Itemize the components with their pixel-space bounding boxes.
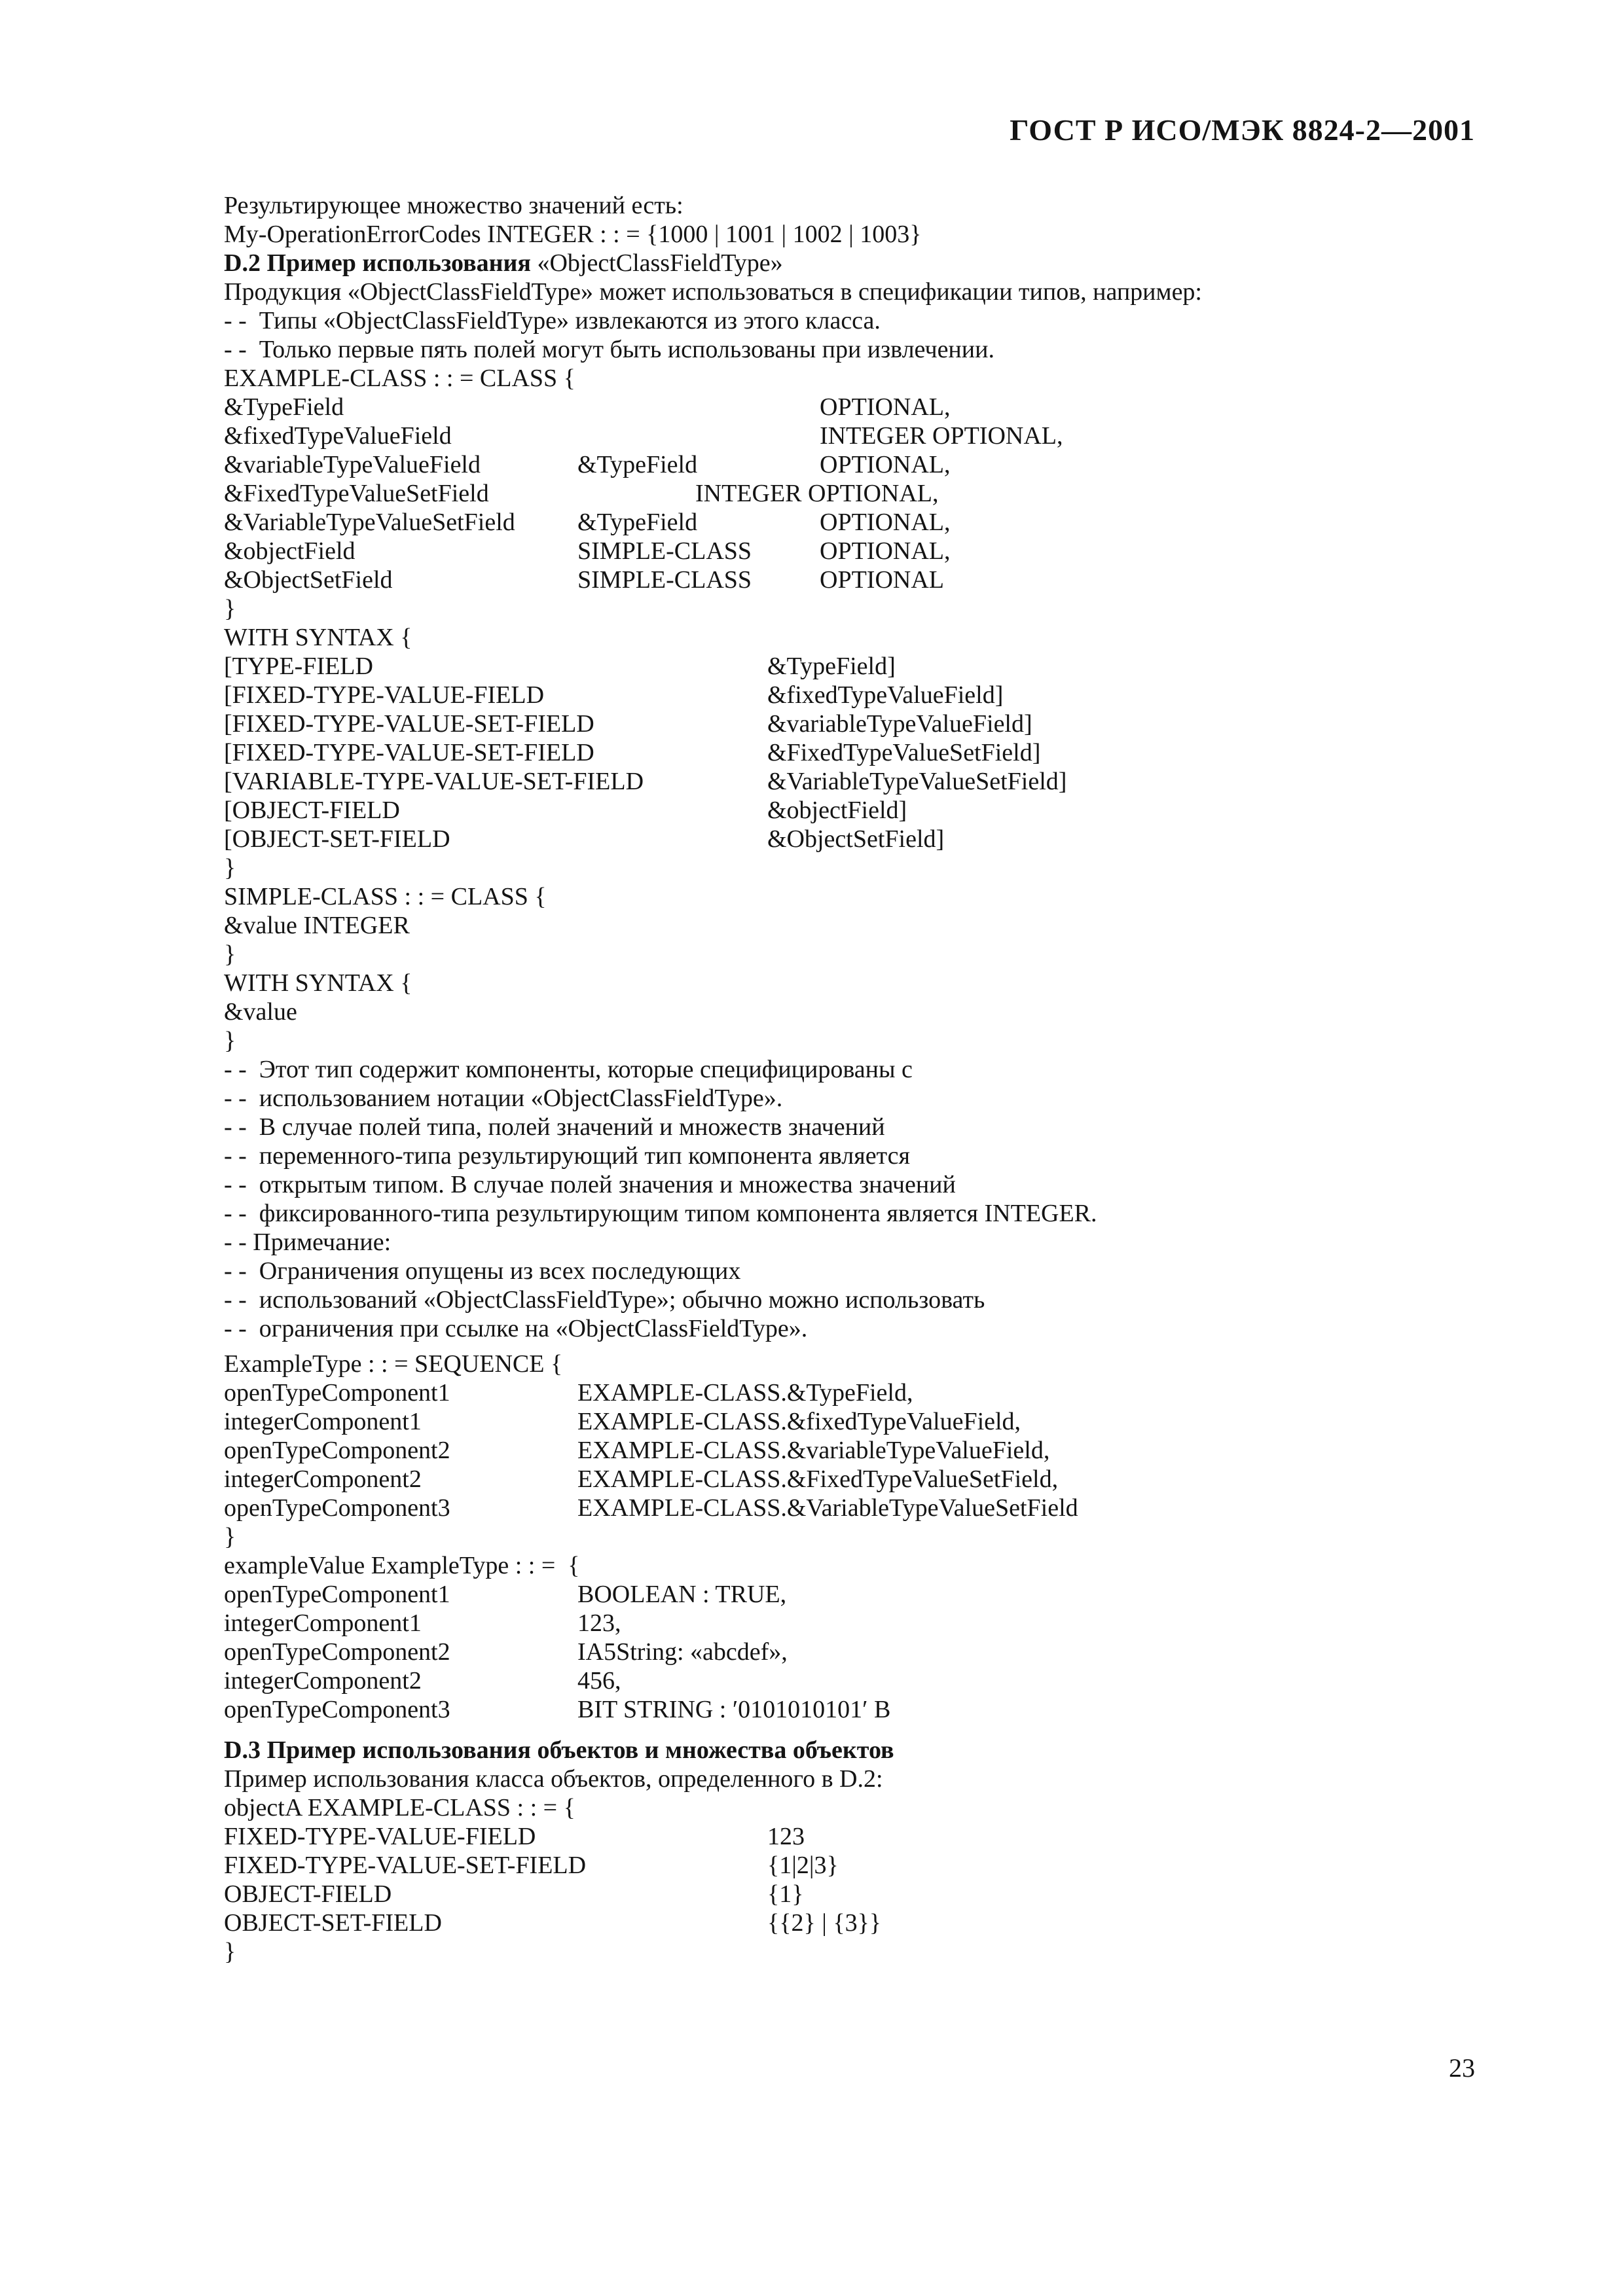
code-line: WITH SYNTAX {: [224, 624, 412, 651]
syntax-row: [224, 681, 1501, 709]
comment-line: - - Типы «ObjectClassFieldType» извлекаются из этого класса.: [224, 307, 881, 334]
syntax-ref: &FixedTypeValueSetField]: [767, 739, 1041, 766]
intro-code: My-OperationErrorCodes INTEGER : : = {1000 | 1001 | 1002 | 1003}: [224, 221, 922, 248]
component-type: EXAMPLE-CLASS.&VariableTypeValueSetField: [577, 1494, 1078, 1522]
field-type: &TypeField: [577, 451, 698, 478]
component-name: openTypeComponent1: [224, 1379, 450, 1407]
field-name: &fixedTypeValueField: [224, 422, 452, 450]
comment-line: - - использованием нотации «ObjectClassFieldType».: [224, 1085, 783, 1112]
object-key: OBJECT-FIELD: [224, 1880, 392, 1908]
object-value: {1|2|3}: [767, 1852, 839, 1879]
syntax-keyword: [FIXED-TYPE-VALUE-SET-FIELD: [224, 710, 594, 738]
class-field-row: [224, 393, 1501, 422]
field-name: &ObjectSetField: [224, 566, 393, 594]
code-line: &value: [224, 998, 297, 1026]
value-row: [224, 1580, 1501, 1609]
syntax-ref: &objectField]: [767, 797, 907, 824]
syntax-keyword: [TYPE-FIELD: [224, 653, 373, 680]
component-value: 123,: [577, 1609, 621, 1637]
component-value: 456,: [577, 1667, 621, 1695]
field-option: INTEGER OPTIONAL,: [695, 480, 939, 507]
field-option: INTEGER OPTIONAL,: [820, 422, 1063, 450]
component-name: integerComponent2: [224, 1667, 422, 1695]
comment-line: - - использований «ObjectClassFieldType»; обычно можно использовать: [224, 1286, 985, 1314]
intro-line: Результирующее множество значений есть:: [224, 192, 684, 219]
syntax-ref: &variableTypeValueField]: [767, 710, 1032, 738]
paragraph: Пример использования класса объектов, определенного в D.2:: [224, 1765, 883, 1793]
field-option: OPTIONAL,: [820, 393, 951, 421]
field-option: OPTIONAL: [820, 566, 944, 594]
section-d3-heading: D.3 Пример использования объектов и множества объектов: [224, 1736, 894, 1764]
sequence-row: [224, 1465, 1501, 1494]
field-name: &VariableTypeValueSetField: [224, 509, 515, 536]
sequence-row: [224, 1494, 1501, 1522]
syntax-ref: &ObjectSetField]: [767, 825, 945, 853]
paragraph: Продукция «ObjectClassFieldType» может использоваться в спецификации типов, например:: [224, 278, 1202, 306]
object-key: OBJECT-SET-FIELD: [224, 1909, 442, 1937]
field-option: OPTIONAL,: [820, 537, 951, 565]
code-line: objectA EXAMPLE-CLASS : : = {: [224, 1794, 575, 1821]
code-line: }: [224, 1938, 236, 1965]
syntax-row: [224, 767, 1501, 796]
component-name: openTypeComponent2: [224, 1437, 450, 1464]
class-field-row: [224, 422, 1501, 450]
component-name: openTypeComponent2: [224, 1638, 450, 1666]
object-value: {1}: [767, 1880, 804, 1908]
comment-line: - - ограничения при ссылке на «ObjectClassFieldType».: [224, 1315, 808, 1342]
sequence-row: [224, 1436, 1501, 1465]
code-line: &value INTEGER: [224, 912, 410, 939]
object-value: 123: [767, 1823, 805, 1850]
component-name: openTypeComponent1: [224, 1581, 450, 1608]
component-value: IA5String: «abcdef»,: [577, 1638, 788, 1666]
spacer: [224, 1343, 1501, 1350]
syntax-keyword: [VARIABLE-TYPE-VALUE-SET-FIELD: [224, 768, 644, 795]
object-key: FIXED-TYPE-VALUE-SET-FIELD: [224, 1852, 587, 1879]
class-field-row: [224, 450, 1501, 479]
component-type: EXAMPLE-CLASS.&fixedTypeValueField,: [577, 1408, 1021, 1435]
component-type: EXAMPLE-CLASS.&TypeField,: [577, 1379, 913, 1407]
section-d2-heading: [224, 249, 1501, 278]
syntax-ref: &fixedTypeValueField]: [767, 681, 1004, 709]
value-row: [224, 1666, 1501, 1695]
field-name: &objectField: [224, 537, 356, 565]
syntax-keyword: [OBJECT-FIELD: [224, 797, 400, 824]
comment-line: - - Этот тип содержит компоненты, которые специфицированы с: [224, 1056, 913, 1083]
code-line: exampleValue ExampleType : : = {: [224, 1552, 580, 1579]
page-body: [224, 191, 1501, 1966]
component-name: integerComponent1: [224, 1408, 422, 1435]
code-line: SIMPLE-CLASS : : = CLASS {: [224, 883, 547, 910]
syntax-row: [224, 709, 1501, 738]
syntax-keyword: [FIXED-TYPE-VALUE-SET-FIELD: [224, 739, 594, 766]
section-d2-heading-bold: D.2 Пример использования: [224, 249, 531, 277]
field-option: OPTIONAL,: [820, 509, 951, 536]
field-name: &variableTypeValueField: [224, 451, 481, 478]
comment-line: - - переменного-типа результирующий тип компонента является: [224, 1142, 910, 1170]
component-value: BOOLEAN : TRUE,: [577, 1581, 787, 1608]
field-type: &TypeField: [577, 509, 698, 536]
object-key: FIXED-TYPE-VALUE-FIELD: [224, 1823, 536, 1850]
code-line: }: [224, 1027, 236, 1054]
syntax-keyword: [OBJECT-SET-FIELD: [224, 825, 450, 853]
component-name: openTypeComponent3: [224, 1696, 450, 1723]
component-name: openTypeComponent3: [224, 1494, 450, 1522]
code-line: }: [224, 1523, 236, 1551]
value-row: [224, 1638, 1501, 1666]
field-type: SIMPLE-CLASS: [577, 566, 752, 594]
comment-line: - - открытым типом. В случае полей значения и множества значений: [224, 1171, 956, 1198]
syntax-ref: &VariableTypeValueSetField]: [767, 768, 1067, 795]
object-row: [224, 1909, 1501, 1937]
comment-line: - - Только первые пять полей могут быть использованы при извлечении.: [224, 336, 994, 363]
field-option: OPTIONAL,: [820, 451, 951, 478]
component-type: EXAMPLE-CLASS.&variableTypeValueField,: [577, 1437, 1050, 1464]
field-type: SIMPLE-CLASS: [577, 537, 752, 565]
component-name: integerComponent2: [224, 1465, 422, 1493]
spacer: [224, 1724, 1501, 1736]
sequence-row: [224, 1378, 1501, 1407]
code-line: EXAMPLE-CLASS : : = CLASS {: [224, 365, 575, 392]
comment-line: - - Примечание:: [224, 1229, 392, 1256]
code-line: }: [224, 854, 236, 882]
code-line: }: [224, 595, 236, 622]
document-header: ГОСТ Р ИСО/МЭК 8824-2—2001: [1010, 113, 1475, 147]
syntax-row: [224, 738, 1501, 767]
syntax-ref: &TypeField]: [767, 653, 896, 680]
syntax-row: [224, 825, 1501, 853]
object-row: [224, 1822, 1501, 1851]
object-row: [224, 1851, 1501, 1880]
class-field-row: [224, 537, 1501, 565]
class-field-row: [224, 565, 1501, 594]
comment-line: - - Ограничения опущены из всех последующих: [224, 1257, 741, 1285]
syntax-row: [224, 796, 1501, 825]
component-type: EXAMPLE-CLASS.&FixedTypeValueSetField,: [577, 1465, 1059, 1493]
value-row: [224, 1695, 1501, 1724]
field-name: &FixedTypeValueSetField: [224, 480, 489, 507]
syntax-keyword: [FIXED-TYPE-VALUE-FIELD: [224, 681, 545, 709]
section-d2-heading-rest: «ObjectClassFieldType»: [530, 249, 783, 277]
code-line: ExampleType : : = SEQUENCE {: [224, 1350, 563, 1378]
syntax-row: [224, 652, 1501, 681]
value-row: [224, 1609, 1501, 1638]
sequence-row: [224, 1407, 1501, 1436]
class-field-row: [224, 479, 1501, 508]
comment-line: - - В случае полей типа, полей значений и множеств значений: [224, 1113, 885, 1141]
field-name: &TypeField: [224, 393, 344, 421]
comment-line: - - фиксированного-типа результирующим типом компонента является INTEGER.: [224, 1200, 1097, 1227]
component-name: integerComponent1: [224, 1609, 422, 1637]
object-value: {{2} | {3}}: [767, 1909, 882, 1937]
component-value: BIT STRING : ′0101010101′ B: [577, 1696, 891, 1723]
class-field-row: [224, 508, 1501, 537]
code-line: WITH SYNTAX {: [224, 969, 412, 997]
code-line: }: [224, 941, 236, 968]
object-row: [224, 1880, 1501, 1909]
page-number: 23: [1449, 2053, 1475, 2083]
